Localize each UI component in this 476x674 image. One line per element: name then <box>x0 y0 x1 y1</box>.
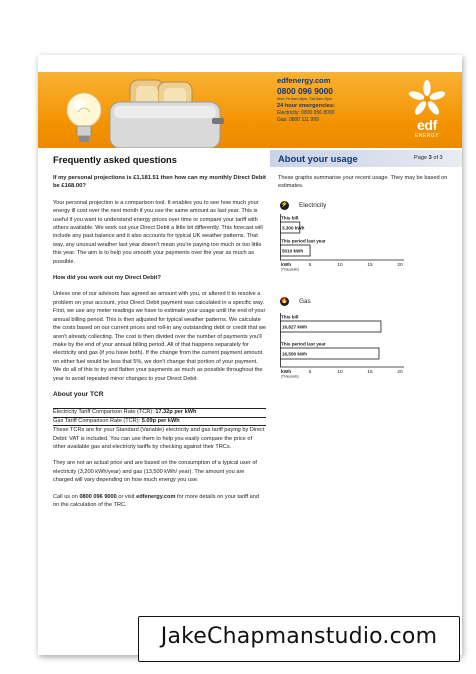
gas-data-label: 16,827 kWh <box>282 324 308 330</box>
page-current: 3 <box>428 155 432 161</box>
edf-sun-icon <box>398 80 456 116</box>
edf-logo <box>398 80 456 144</box>
electricity-category-label: This bill <box>281 215 299 221</box>
watermark-box <box>138 616 460 662</box>
tcr-gas-value: 5.09p per kWh <box>141 417 180 424</box>
tcr-gas-label: Gas Tariff Comparison Rate (TCR): <box>53 417 141 424</box>
usage-title: About your usage <box>278 153 358 164</box>
gas-tick-label: 10 <box>337 370 343 375</box>
electricity-chart-title: Electricity <box>299 202 327 209</box>
electricity-category-label: This period last year <box>281 238 326 244</box>
electricity-data-label: 3,300 kWh <box>282 225 305 231</box>
faq-answer-2: Unless one of our advisors has agreed an amount with you, or altered it to resolve a problem on your account, your Direct Debit payment was calculated in a specific way. First, we use any meter readings we have to estimate your usage until the end of your annual billing period. This is then adjusted for typical weather patterns. We calculate the costs based on our current prices and roll-in any outstanding debt or credit that we aren't already collecting. The cost is then divided over the number of payments you'll make by the end of your annual billing period. All of that happens separately for electricity and gas (if you have both). If the change from the current payment amount on either fuel would be less that 5%, we don't change that portion of your payment. We do all of this to try and flatten your payments as much as possible throughout the year to avoid repeated minor changes to your Direct Debit. <box>53 291 266 382</box>
phone-number: 0800 096 9000 <box>277 86 333 96</box>
electricity-tick-label: 15 <box>367 263 373 268</box>
gas-emergency-line: Gas: 0800 111 999 <box>277 117 319 123</box>
electricity-emergency-line: Electricity: 0800 056 8090 <box>277 110 335 116</box>
page-suffix: of 3 <box>433 155 443 161</box>
electricity-x-axis-unit: (Thousands) <box>281 267 299 272</box>
electricity-tick-label: 20 <box>397 263 403 268</box>
electricity-tick-label: 10 <box>337 263 343 268</box>
gas-chart-svg <box>280 311 430 381</box>
call-us-text <box>53 493 266 510</box>
tcr-rates <box>53 408 266 426</box>
gas-category-label: This bill <box>281 314 299 320</box>
tcr-text-1: These TCRs are for your Standard (Variable) electricity and gas tariff paying by Direct Debit: VAT is included. You can use them to help you easily compare the price of other available gas and electricity tariffs by checking against their TRCs. <box>53 427 265 450</box>
gas-x-axis-unit: (Thousands) <box>281 374 299 379</box>
opening-hours: Mon-Fri 8am-8pm, Sat 8am-5pm <box>277 97 333 101</box>
page-prefix: Page <box>414 155 428 161</box>
gas-tick-label: 15 <box>367 370 373 375</box>
logo-subtext: ENERGY <box>414 133 440 139</box>
tcr-electricity-label: Electricity Tariff Comparison Rate (TCR): <box>53 409 154 416</box>
electricity-tick-label: 5 <box>308 263 312 268</box>
electricity-chart <box>280 212 430 274</box>
gas-x-axis-label: kWh <box>281 370 292 375</box>
call-suffix: for more details on your tariff and on the calculation of the TRC. <box>53 493 259 508</box>
faq-question-1: If my personal projections is £1,181.51 then how can my monthly Direct Debit be £168.00? <box>53 175 266 190</box>
gas-chart <box>280 311 430 381</box>
electricity-x-axis-label: kWh <box>281 263 292 268</box>
tcr-electricity-row <box>53 408 266 416</box>
toaster-illustration <box>38 72 273 148</box>
gas-tick-label: 20 <box>397 370 403 375</box>
faq-title: Frequently asked questions <box>53 154 177 165</box>
usage-intro: These graphs summarise your recent usage. They may be based on estimates. <box>278 175 448 189</box>
lightning-bolt-icon: ⚡ <box>280 202 289 208</box>
tcr-gas-row <box>53 417 266 426</box>
call-prefix: Call us on <box>53 493 78 500</box>
call-phone: 0800 096 9000 <box>79 493 117 500</box>
website-link[interactable]: edfenergy.com <box>277 76 331 85</box>
gas-tick-label: 5 <box>308 370 312 375</box>
call-site-link[interactable]: edfenergy.com <box>136 493 176 500</box>
gas-flame-icon: 🔥 <box>280 298 289 304</box>
tcr-text-2: They are not an actual price and are based on the consumption of a typical user of electricity (3,200 kWh/year) and gas (13,500 kWh/ year). The amount you are charged will vary depending on how much energy you use. <box>53 460 257 484</box>
gas-chart-title: Gas <box>299 298 311 305</box>
faq-question-2: How did you work out my Direct Debit? <box>53 275 161 282</box>
electricity-data-label: 5010 kWh <box>282 248 304 254</box>
logo-wordmark: edf <box>416 117 438 133</box>
faq-section <box>53 154 266 517</box>
faq-answer-1: Your personal projection is a comparison tool. It enables you to see how much your energy ill cost over the next month if you use the same amount as last year. This is useful if you want to understand energy prices over time or compare your tariff with others available. We work out your Direct Debit a little bit differently. This forecast will include any past balance and it also accounts for typical UK weather patterns. That way, any unusual weather last year doesn't mean you're paying too much or too little this year. The aim is to help you smooth your payments over the year as much as possible. <box>53 199 263 265</box>
tcr-title: About your TCR <box>53 390 104 398</box>
emergencies-title: 24 hour emergencies: <box>277 103 335 109</box>
watermark-text: JakeChapmanstudio.com <box>160 624 438 649</box>
contact-block <box>277 76 389 123</box>
page-number <box>414 155 443 161</box>
tcr-electricity-value: 17.32p per kWh <box>155 409 197 416</box>
call-mid: or visit <box>118 493 135 500</box>
gas-data-label: 16,500 kWh <box>282 351 308 357</box>
gas-category-label: This period last year <box>281 341 326 347</box>
electricity-chart-svg <box>280 212 430 274</box>
